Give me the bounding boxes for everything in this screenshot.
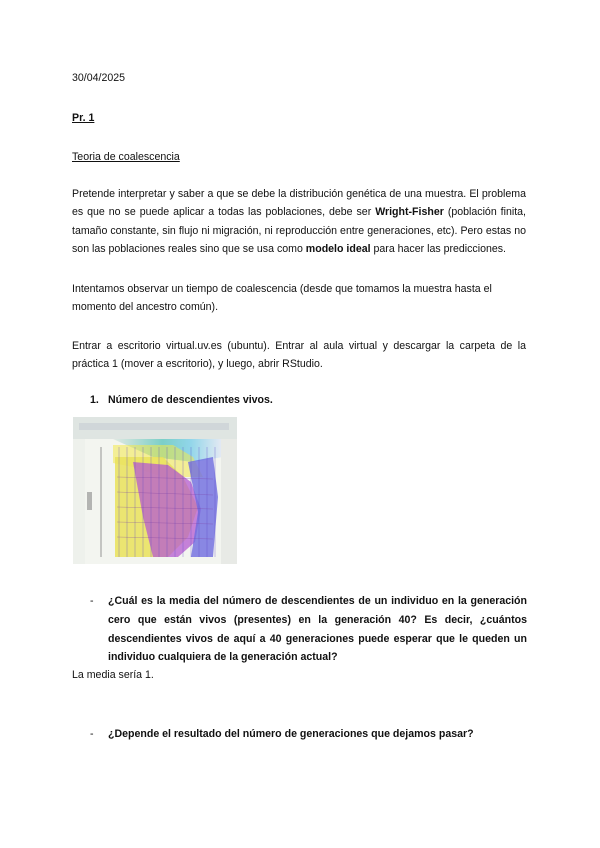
modelo-ideal-term: modelo ideal: [305, 243, 371, 256]
topic-title: Teoria de coalescencia: [72, 151, 180, 163]
answer-text: La media sería 1.: [72, 669, 154, 681]
intro-text-part2: (población finita, tamaño constante, sin flujo ni migración, ni reproducción entre generaciones, etc). Pero estas no son las poblaciones reales sino que se usa como: [72, 206, 526, 256]
document-date: 30/04/2025: [72, 72, 126, 84]
instructions-paragraph: Entrar a escritorio virtual.uv.es (ubuntu). Entrar al aula virtual y descargar la carpeta de la práctica 1 (mover a escritorio), y luego, abrir RStudio.: [72, 340, 526, 371]
bullet-dash: -: [90, 728, 94, 740]
plot-photo-graphic: [73, 417, 237, 564]
coalescence-paragraph: Intentamos observar un tiempo de coalescencia (desde que tomamos la muestra hasta el momento del ancestro común).: [72, 283, 492, 314]
intro-paragraph: [72, 185, 526, 259]
section-number: 1.: [90, 394, 99, 406]
section-heading: [90, 394, 273, 406]
question-item: [90, 592, 527, 667]
wright-fisher-term: Wright-Fisher: [375, 206, 444, 219]
bullet-dash: -: [90, 595, 94, 607]
question-text: ¿Cuál es la media del número de descendientes de un individuo en la generación cero que están vivos (presentes) en la generación 40? Es decir, ¿cuántos descendientes vivos de aquí a 40 generaciones puede esperar que le queden un individuo cualquiera de la generación actual?: [108, 595, 527, 664]
intro-text-part1: Pretende interpretar y saber a que se debe la distribución genética de una muestra. El problema es que no se puede aplicar a todas las poblaciones, debe ser: [72, 188, 526, 219]
question-item: [90, 725, 527, 744]
question-text: ¿Depende el resultado del número de generaciones que dejamos pasar?: [108, 728, 474, 740]
rstudio-plot-photo: [73, 417, 237, 564]
intro-text-part3: para hacer las predicciones.: [370, 243, 507, 256]
section-title: Número de descendientes vivos.: [108, 394, 273, 406]
practice-number: Pr. 1: [72, 112, 95, 124]
